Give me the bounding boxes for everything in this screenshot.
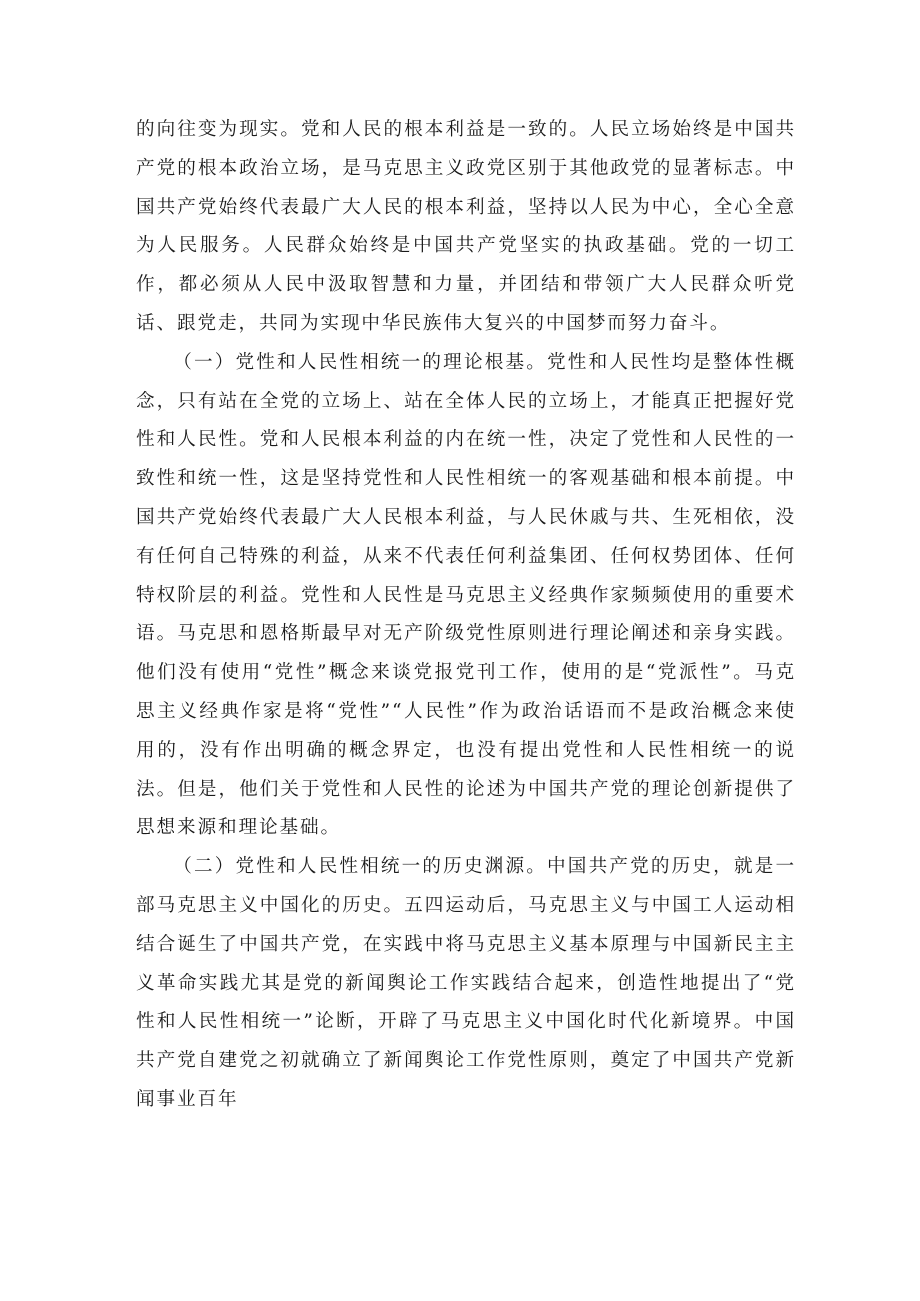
- paragraph-section-1: （一）党性和人民性相统一的理论根基。党性和人民性均是整体性概念，只有站在全党的立场上、站在全体人民的立场上，才能真正把握好党性和人民性。党和人民根本利益的内在统一性，决定了党性和人民性的一致性和统一性，这是坚持党性和人民性相统一的客观基础和根本前提。中国共产党始终代表最广大人民根本利益，与人民休戚与共、生死相依，没有任何自己特殊的利益，从来不代表任何利益集团、任何权势团体、任何特权阶层的利益。党性和人民性是马克思主义经典作家频频使用的重要术语。马克思和恩格斯最早对无产阶级党性原则进行理论阐述和亲身实践。他们没有使用“党性”概念来谈党报党刊工作，使用的是“党派性”。马克思主义经典作家是将“党性”“人民性”作为政治话语而不是政治概念来使用的，没有作出明确的概念界定，也没有提出党性和人民性相统一的说法。但是，他们关于党性和人民性的论述为中国共产党的理论创新提供了思想来源和理论基础。: [136, 351, 796, 839]
- paragraph-section-2: （二）党性和人民性相统一的历史渊源。中国共产党的历史，就是一部马克思主义中国化的历史。五四运动后，马克思主义与中国工人运动相结合诞生了中国共产党，在实践中将马克思主义基本原理与中国新民主主义革命实践尤其是党的新闻舆论工作实践结合起来，创造性地提出了“党性和人民性相统一”论断，开辟了马克思主义中国化时代化新境界。中国共产党自建党之初就确立了新闻舆论工作党性原则，奠定了中国共产党新闻事业百年: [136, 856, 796, 1110]
- paragraph-intro: 的向往变为现实。党和人民的根本利益是一致的。人民立场始终是中国共产党的根本政治立场，是马克思主义政党区别于其他政党的显著标志。中国共产党始终代表最广大人民的根本利益，坚持以人民为中心，全心全意为人民服务。人民群众始终是中国共产党坚实的执政基础。党的一切工作，都必须从人民中汲取智慧和力量，并团结和带领广大人民群众听党话、跟党走，共同为实现中华民族伟大复兴的中国梦而努力奋斗。: [136, 119, 796, 334]
- document-body: [136, 111, 796, 1120]
